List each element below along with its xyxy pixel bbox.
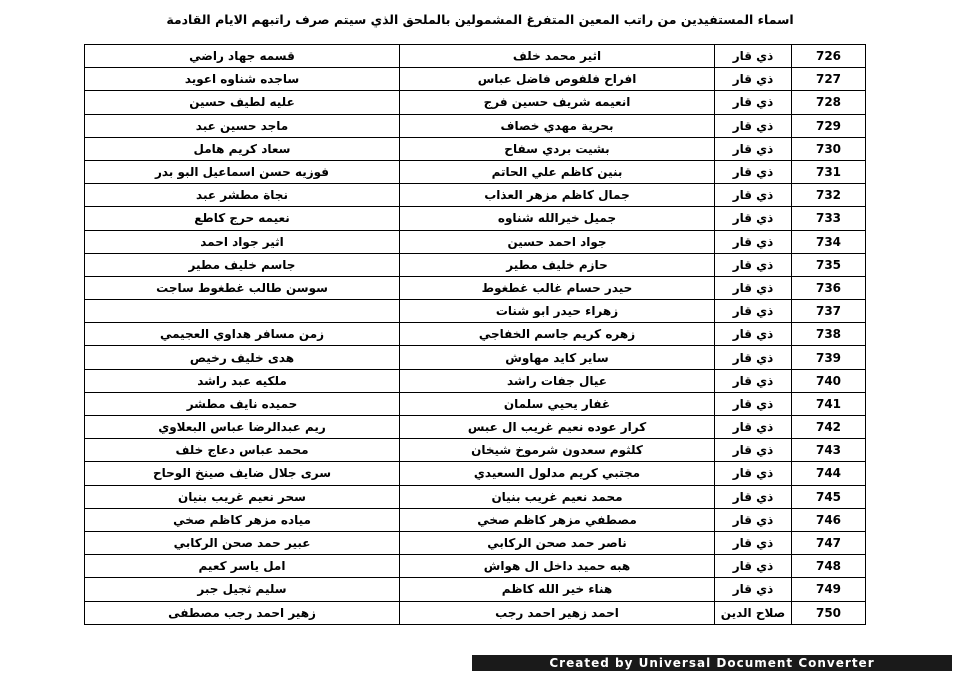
table-row — [85, 68, 866, 91]
nominee-name-cell: سحر نعيم غريب بنيان — [85, 485, 400, 508]
row-number: 744 — [792, 462, 866, 485]
beneficiary-name-cell: بشيت بردي سفاح — [400, 137, 715, 160]
beneficiary-name-cell: كلثوم سعدون شرموخ شيخان — [400, 439, 715, 462]
province-cell: ذي قار — [715, 114, 792, 137]
province-cell: ذي قار — [715, 300, 792, 323]
province-cell: ذي قار — [715, 508, 792, 531]
nominee-name-cell: زهير احمد رجب مصطفى — [85, 601, 400, 624]
row-number: 731 — [792, 160, 866, 183]
nominee-name-cell: عليه لطيف حسين — [85, 91, 400, 114]
beneficiary-name-cell: جميل خيرالله شناوه — [400, 207, 715, 230]
province-cell: ذي قار — [715, 578, 792, 601]
table-row — [85, 531, 866, 554]
nominee-name-cell: سعاد كريم هامل — [85, 137, 400, 160]
nominee-name-cell: ملكيه عبد راشد — [85, 369, 400, 392]
province-cell: ذي قار — [715, 68, 792, 91]
nominee-name-cell: سليم ثجيل جبر — [85, 578, 400, 601]
row-number: 746 — [792, 508, 866, 531]
nominee-name-cell: زمن مسافر هداوي العجيمي — [85, 323, 400, 346]
table-row — [85, 230, 866, 253]
province-cell: ذي قار — [715, 137, 792, 160]
table-row — [85, 578, 866, 601]
nominee-name-cell: فوزيه حسن اسماعيل البو بدر — [85, 160, 400, 183]
row-number: 748 — [792, 555, 866, 578]
province-cell: ذي قار — [715, 485, 792, 508]
table-row — [85, 184, 866, 207]
province-cell: ذي قار — [715, 276, 792, 299]
province-cell: ذي قار — [715, 230, 792, 253]
row-number: 738 — [792, 323, 866, 346]
beneficiary-name-cell: كرار عوده نعيم غريب ال عبس — [400, 416, 715, 439]
table-row — [85, 416, 866, 439]
beneficiary-name-cell: جواد احمد حسين — [400, 230, 715, 253]
row-number: 745 — [792, 485, 866, 508]
row-number: 749 — [792, 578, 866, 601]
beneficiary-name-cell: جمال كاظم مزهر العذاب — [400, 184, 715, 207]
row-number: 743 — [792, 439, 866, 462]
table-row — [85, 462, 866, 485]
beneficiary-name-cell: مجتبي كريم مدلول السعيدي — [400, 462, 715, 485]
beneficiary-name-cell: ساير كايد مهاوش — [400, 346, 715, 369]
nominee-name-cell: ساجده شناوه اعويد — [85, 68, 400, 91]
row-number: 727 — [792, 68, 866, 91]
table-row — [85, 439, 866, 462]
table-row — [85, 276, 866, 299]
row-number: 735 — [792, 253, 866, 276]
nominee-name-cell: نعيمه حرج كاطع — [85, 207, 400, 230]
province-cell: ذي قار — [715, 392, 792, 415]
beneficiary-name-cell: ناصر حمد صحن الركابي — [400, 531, 715, 554]
nominee-name-cell: ريم عبدالرضا عباس البعلاوي — [85, 416, 400, 439]
nominee-name-cell: امل ياسر كعيم — [85, 555, 400, 578]
beneficiary-name-cell: بحرية مهدي خصاف — [400, 114, 715, 137]
row-number: 726 — [792, 45, 866, 68]
province-cell: ذي قار — [715, 253, 792, 276]
beneficiary-name-cell: عيال جفات راشد — [400, 369, 715, 392]
row-number: 739 — [792, 346, 866, 369]
province-cell: ذي قار — [715, 531, 792, 554]
table-row — [85, 137, 866, 160]
row-number: 733 — [792, 207, 866, 230]
nominee-name-cell: قسمه جهاد راضي — [85, 45, 400, 68]
province-cell: ذي قار — [715, 346, 792, 369]
beneficiary-name-cell: افراح فلفوص فاضل عباس — [400, 68, 715, 91]
beneficiary-name-cell: هبه حميد داخل ال هواش — [400, 555, 715, 578]
nominee-name-cell: جاسم خليف مطير — [85, 253, 400, 276]
beneficiary-name-cell: انعيمه شريف حسين فرج — [400, 91, 715, 114]
province-cell: ذي قار — [715, 323, 792, 346]
row-number: 742 — [792, 416, 866, 439]
table-row — [85, 601, 866, 624]
row-number: 729 — [792, 114, 866, 137]
beneficiary-name-cell: محمد نعيم غريب بنيان — [400, 485, 715, 508]
beneficiary-name-cell: مصطفي مزهر كاظم صخي — [400, 508, 715, 531]
table-row — [85, 207, 866, 230]
table-row — [85, 369, 866, 392]
nominee-name-cell: هدى خليف رخيص — [85, 346, 400, 369]
row-number: 741 — [792, 392, 866, 415]
beneficiary-name-cell: حازم خليف مطير — [400, 253, 715, 276]
row-number: 730 — [792, 137, 866, 160]
province-cell: ذي قار — [715, 184, 792, 207]
nominee-name-cell: حميده نايف مطشر — [85, 392, 400, 415]
table-row — [85, 114, 866, 137]
province-cell: ذي قار — [715, 462, 792, 485]
nominee-name-cell: ماجد حسين عبد — [85, 114, 400, 137]
beneficiary-name-cell: احمد زهير احمد رجب — [400, 601, 715, 624]
page-title: اسماء المستفيدين من راتب المعين المتفرغ المشمولين بالملحق الذي سيتم صرف راتبهم الايام القادمة — [166, 12, 794, 27]
row-number: 740 — [792, 369, 866, 392]
province-cell: ذي قار — [715, 160, 792, 183]
nominee-name-cell: محمد عباس دعاج خلف — [85, 439, 400, 462]
nominee-name-cell: عبير حمد صحن الركابي — [85, 531, 400, 554]
nominee-name-cell: سرى جلال ضايف صينخ الوحاح — [85, 462, 400, 485]
nominee-name-cell — [85, 300, 400, 323]
table-row — [85, 392, 866, 415]
row-number: 734 — [792, 230, 866, 253]
beneficiaries-table — [84, 44, 866, 625]
province-cell: ذي قار — [715, 91, 792, 114]
table-row — [85, 91, 866, 114]
row-number: 750 — [792, 601, 866, 624]
nominee-name-cell: سوسن طالب غطغوط ساجت — [85, 276, 400, 299]
beneficiary-name-cell: هناء خير الله كاظم — [400, 578, 715, 601]
province-cell: صلاح الدين — [715, 601, 792, 624]
nominee-name-cell: نجاة مطشر عبد — [85, 184, 400, 207]
province-cell: ذي قار — [715, 369, 792, 392]
row-number: 728 — [792, 91, 866, 114]
beneficiary-name-cell: حيدر حسام غالب غطغوط — [400, 276, 715, 299]
beneficiary-name-cell: زهره كريم جاسم الخفاجي — [400, 323, 715, 346]
row-number: 737 — [792, 300, 866, 323]
table-row — [85, 160, 866, 183]
province-cell: ذي قار — [715, 207, 792, 230]
table-row — [85, 346, 866, 369]
nominee-name-cell: مياده مزهر كاظم صخي — [85, 508, 400, 531]
beneficiary-name-cell: بنين كاظم علي الحاتم — [400, 160, 715, 183]
beneficiary-name-cell: زهراء حيدر ابو شنات — [400, 300, 715, 323]
province-cell: ذي قار — [715, 416, 792, 439]
table-row — [85, 45, 866, 68]
table-row — [85, 300, 866, 323]
table-body — [85, 45, 866, 625]
table-row — [85, 555, 866, 578]
table-row — [85, 253, 866, 276]
nominee-name-cell: اثير جواد احمد — [85, 230, 400, 253]
row-number: 747 — [792, 531, 866, 554]
table-row — [85, 323, 866, 346]
row-number: 736 — [792, 276, 866, 299]
province-cell: ذي قار — [715, 555, 792, 578]
beneficiary-name-cell: غفار يحيي سلمان — [400, 392, 715, 415]
row-number: 732 — [792, 184, 866, 207]
province-cell: ذي قار — [715, 439, 792, 462]
table-row — [85, 485, 866, 508]
beneficiary-name-cell: اثير محمد خلف — [400, 45, 715, 68]
province-cell: ذي قار — [715, 45, 792, 68]
converter-watermark: Created by Universal Document Converter — [472, 655, 952, 671]
table-row — [85, 508, 866, 531]
